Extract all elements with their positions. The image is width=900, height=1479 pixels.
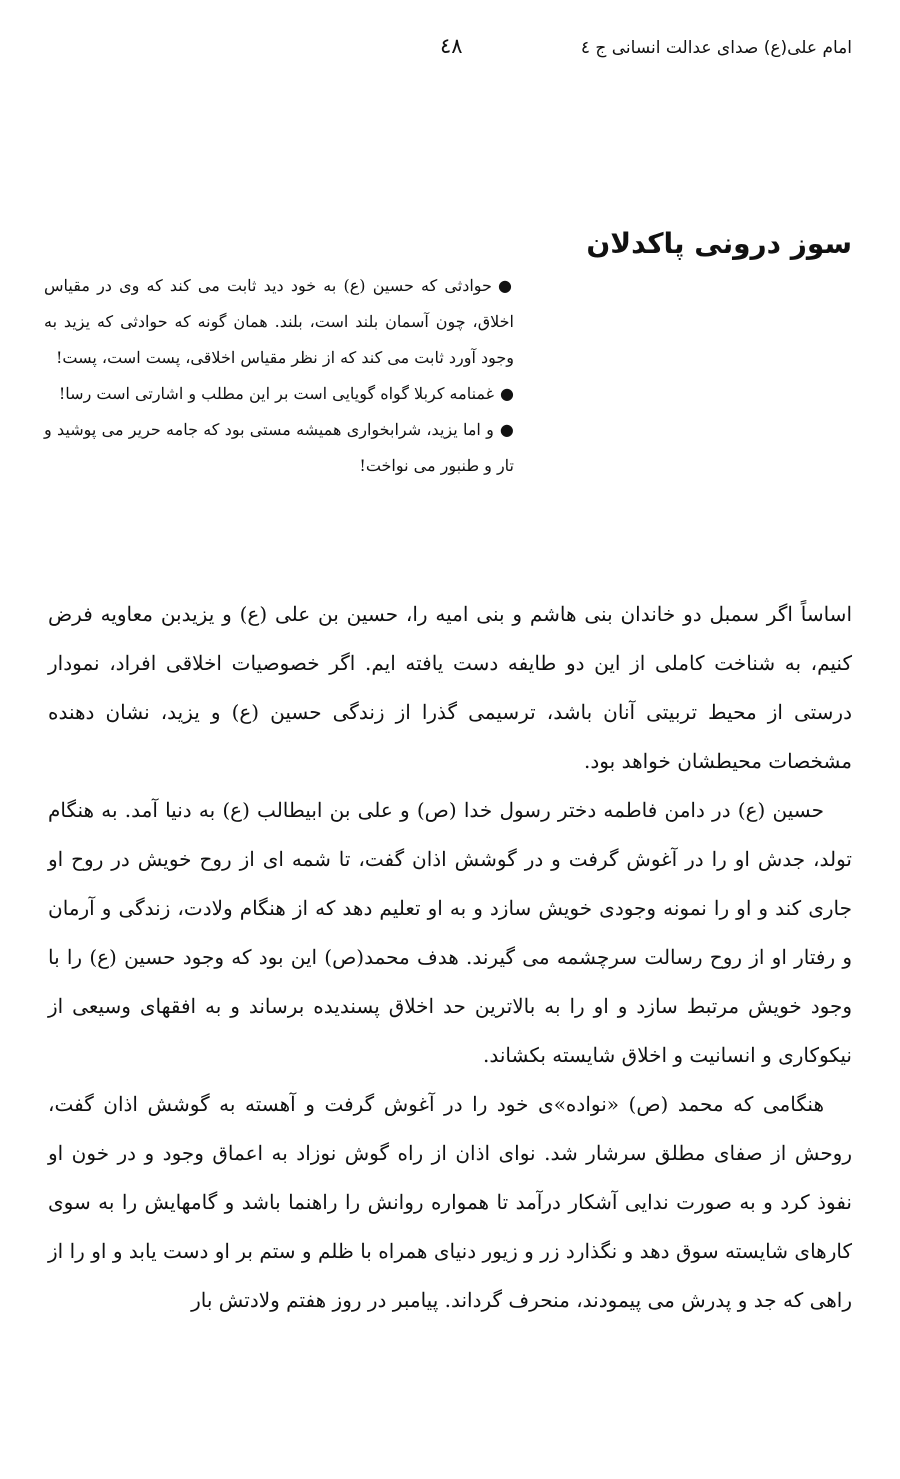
bullet-icon: ● bbox=[497, 276, 514, 295]
highlight-item bbox=[44, 268, 514, 376]
bullet-icon: ● bbox=[500, 384, 514, 403]
bullet-icon: ● bbox=[499, 420, 514, 439]
body-paragraph: هنگامی که محمد (ص) «نواده»ی خود را در آغوش گرفت و آهسته به گوشش اذان گفت، روحش از صفای مطلق سرشار شد. نوای اذان از راه گوش نوزاد به اعماق وجود و در خون او نفوذ کرد و به صورت ندایی آشکار درآمد تا همواره روانش را راهنما باشد و گامهایش را به سوی کارهای شایسته سوق دهد و نگذارد زر و زیور دنیای همراه با ظلم و ستم بر او دست یابد و او را از راهی که جد و پدرش می پیمودند، منحرف گرداند. پیامبر در روز هفتم ولادتش بار bbox=[48, 1092, 852, 1312]
highlight-text: حوادثی که حسین (ع) به خود دید ثابت می کند که وی در مقیاس اخلاق، چون آسمان بلند است، بلند. همان گونه که حوادثی که یزید به وجود آورد ثابت می کند که از نظر مقیاس اخلاقی، پست است، پست! bbox=[44, 276, 514, 367]
highlights-list bbox=[44, 268, 514, 484]
running-head-book-title: امام علی(ع) صدای عدالت انسانی ج ٤ bbox=[580, 38, 852, 58]
body-paragraph: اساساً اگر سمبل دو خاندان بنی هاشم و بنی امیه را، حسین بن علی (ع) و یزیدبن معاویه فرض کنیم، به شناخت کاملی از این دو طایفه دست یافته ایم. اگر خصوصیات اخلاقی افراد، نمودار درستی از محیط تربیتی آنان باشد، ترسیمی گذرا از زندگی حسین (ع) و یزید، نشان دهنده مشخصات محیطشان خواهد بود. bbox=[48, 602, 852, 773]
body-text bbox=[48, 590, 852, 1325]
highlight-item bbox=[44, 376, 514, 412]
highlight-text: غمنامه کربلا گواه گویایی است بر این مطلب و اشارتی است رسا! bbox=[58, 384, 495, 403]
highlight-text: و اما یزید، شرابخواری همیشه مستی بود که جامه حریر می پوشید و تار و طنبور می نواخت! bbox=[44, 420, 514, 475]
body-paragraph: حسین (ع) در دامن فاطمه دختر رسول خدا (ص) و علی بن ابیطالب (ع) به دنیا آمد. به هنگام تولد، جدش او را در آغوش گرفت و در گوشش اذان گفت، تا شمه ای از روح خویش در روح او جاری کند و او را نمونه وجودی خویش سازد و به او تعلیم دهد که از هنگام ولادت، زندگی و آرمان و رفتار او از روح رسالت سرچشمه می گیرند. هدف محمد(ص) این بود که وجود حسین (ع) را با وجود خویش مرتبط سازد و او را به بالاترین حد اخلاق پسندیده برساند و به افقهای وسیعی از نیکوکاری و انسانیت و اخلاق شایسته بکشاند. bbox=[48, 798, 852, 1067]
page-number: ٤٨ bbox=[440, 34, 463, 58]
highlight-item bbox=[44, 412, 514, 484]
section-title: سوز درونی پاکدلان bbox=[586, 227, 852, 260]
